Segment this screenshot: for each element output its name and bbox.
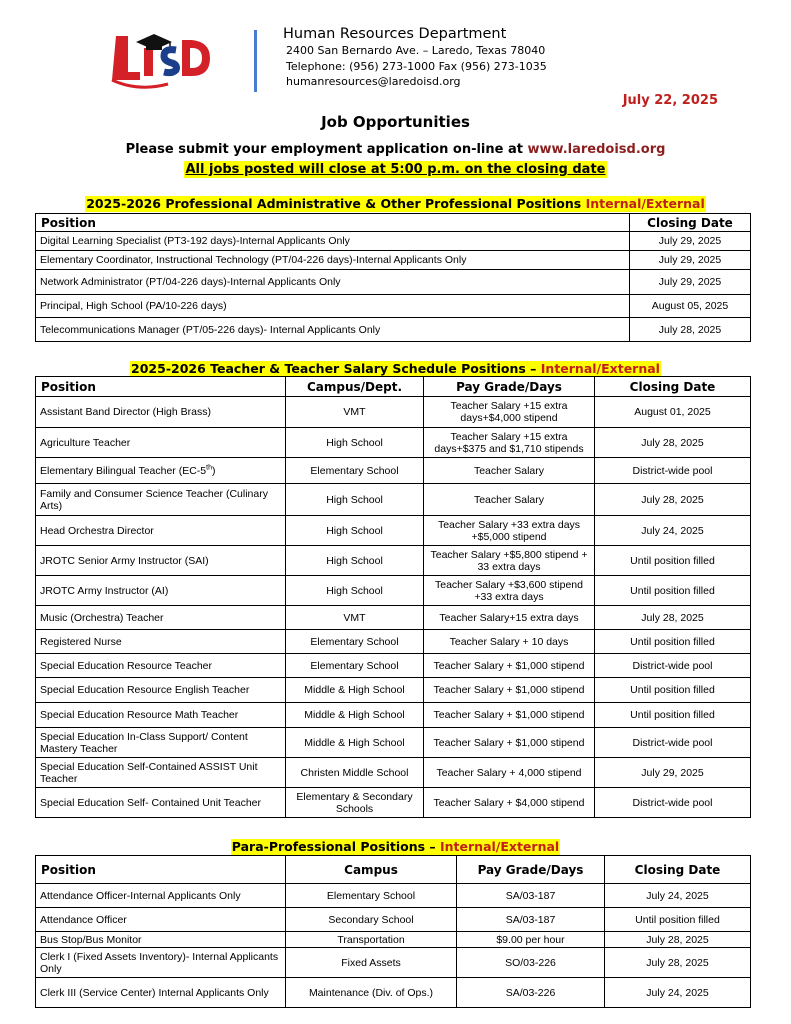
closing-date-cell: Until position filled xyxy=(595,703,751,728)
closing-date-cell: Until position filled xyxy=(595,630,751,654)
campus-cell: Secondary School xyxy=(286,908,457,932)
campus-cell: Christen Middle School xyxy=(286,758,424,788)
campus-cell: Middle & High School xyxy=(286,678,424,703)
table-row xyxy=(36,978,751,1008)
position-cell: Registered Nurse xyxy=(36,630,286,654)
position-cell: Digital Learning Specialist (PT3-192 days)-Internal Applicants Only xyxy=(36,232,630,251)
closing-date-cell: District-wide pool xyxy=(595,788,751,818)
table-row xyxy=(36,546,751,576)
column-header: Position xyxy=(36,856,286,884)
campus-cell: High School xyxy=(286,484,424,516)
section-heading-scope: Internal/External xyxy=(540,361,660,376)
closing-date-cell: July 28, 2025 xyxy=(595,428,751,458)
table-header-row xyxy=(36,214,751,232)
pay-grade-cell: SA/03-226 xyxy=(457,978,605,1008)
table-row xyxy=(36,232,751,251)
closing-date-cell: District-wide pool xyxy=(595,654,751,678)
table-row xyxy=(36,318,751,342)
campus-cell: High School xyxy=(286,428,424,458)
position-cell: Telecommunications Manager (PT/05-226 days)- Internal Applicants Only xyxy=(36,318,630,342)
column-header: Campus/Dept. xyxy=(286,377,424,397)
section-heading-scope: Internal/External xyxy=(585,196,705,211)
position-cell: Network Administrator (PT/04-226 days)-Internal Applicants Only xyxy=(36,270,630,295)
position-cell: Assistant Band Director (High Brass) xyxy=(36,397,286,428)
position-cell: Special Education Self- Contained Unit Teacher xyxy=(36,788,286,818)
position-cell: Family and Consumer Science Teacher (Culinary Arts) xyxy=(36,484,286,516)
campus-cell: Transportation xyxy=(286,932,457,948)
section-heading-scope: Internal/External xyxy=(440,839,560,854)
closing-date-cell: District-wide pool xyxy=(595,458,751,484)
column-header: Position xyxy=(36,377,286,397)
closing-date-cell: Until position filled xyxy=(595,576,751,606)
table-row xyxy=(36,884,751,908)
position-text: Elementary Bilingual Teacher (EC-5 xyxy=(40,464,207,477)
closing-date-cell: July 28, 2025 xyxy=(630,318,751,342)
campus-cell: VMT xyxy=(286,606,424,630)
closing-date-cell: Until position filled xyxy=(595,546,751,576)
email-address[interactable]: humanresources@laredoisd.org xyxy=(286,75,461,88)
submit-instructions xyxy=(0,141,791,159)
section-heading-text: Para-Professional Positions – xyxy=(231,839,440,854)
pay-grade-cell: SA/03-187 xyxy=(457,884,605,908)
position-cell: Elementary Coordinator, Instructional Technology (PT/04-226 days)-Internal Applicants Only xyxy=(36,251,630,270)
column-header: Pay Grade/Days xyxy=(424,377,595,397)
closing-date-cell: July 29, 2025 xyxy=(595,758,751,788)
campus-cell: Middle & High School xyxy=(286,703,424,728)
closing-date-cell: July 24, 2025 xyxy=(595,516,751,546)
table-row xyxy=(36,251,751,270)
pay-grade-cell: Teacher Salary + 10 days xyxy=(424,630,595,654)
table-row xyxy=(36,606,751,630)
position-cell: Music (Orchestra) Teacher xyxy=(36,606,286,630)
position-cell: Special Education Resource Math Teacher xyxy=(36,703,286,728)
pay-grade-cell: Teacher Salary +$5,800 stipend + 33 extra days xyxy=(424,546,595,576)
closing-date-cell: July 28, 2025 xyxy=(595,484,751,516)
position-cell: Attendance Officer-Internal Applicants Only xyxy=(36,884,286,908)
table-row xyxy=(36,654,751,678)
table-row xyxy=(36,948,751,978)
closing-notice-wrap xyxy=(0,160,791,178)
submit-text: Please submit your employment application on-line at xyxy=(125,142,528,157)
closing-date-cell: July 24, 2025 xyxy=(605,884,751,908)
table-row xyxy=(36,428,751,458)
table-row xyxy=(36,678,751,703)
website-link[interactable]: www.laredoisd.org xyxy=(527,142,666,157)
position-cell: Clerk III (Service Center) Internal Applicants Only xyxy=(36,978,286,1008)
table-row xyxy=(36,516,751,546)
table-header-row xyxy=(36,377,751,397)
closing-notice: All jobs posted will close at 5:00 p.m. on the closing date xyxy=(185,162,606,177)
closing-date-cell: July 28, 2025 xyxy=(595,606,751,630)
campus-cell: Maintenance (Div. of Ops.) xyxy=(286,978,457,1008)
table-row xyxy=(36,758,751,788)
table-row xyxy=(36,932,751,948)
table-row xyxy=(36,728,751,758)
ordinal-suffix: th xyxy=(206,464,212,471)
campus-cell: High School xyxy=(286,546,424,576)
section-heading-text: 2025-2026 Professional Administrative & Other Professional Positions xyxy=(86,196,586,211)
closing-date-cell: Until position filled xyxy=(595,678,751,703)
page-title: Job Opportunities xyxy=(321,113,470,131)
pay-grade-cell: Teacher Salary xyxy=(424,458,595,484)
column-header: Closing Date xyxy=(605,856,751,884)
position-cell: Bus Stop/Bus Monitor xyxy=(36,932,286,948)
table-row xyxy=(36,908,751,932)
table-row xyxy=(36,703,751,728)
closing-paren: ) xyxy=(211,464,216,477)
column-header: Pay Grade/Days xyxy=(457,856,605,884)
position-cell: JROTC Senior Army Instructor (SAI) xyxy=(36,546,286,576)
pay-grade-cell: Teacher Salary + $4,000 stipend xyxy=(424,788,595,818)
column-header: Position xyxy=(36,214,630,232)
position-cell: Agriculture Teacher xyxy=(36,428,286,458)
pay-grade-cell: Teacher Salary +$3,600 stipend +33 extra days xyxy=(424,576,595,606)
campus-cell: High School xyxy=(286,576,424,606)
position-cell xyxy=(36,458,286,484)
closing-date-cell: July 29, 2025 xyxy=(630,232,751,251)
column-header: Closing Date xyxy=(595,377,751,397)
closing-date-cell: July 28, 2025 xyxy=(605,932,751,948)
pay-grade-cell: SA/03-187 xyxy=(457,908,605,932)
table-row xyxy=(36,576,751,606)
contact-block xyxy=(283,25,547,90)
posting-date: July 22, 2025 xyxy=(622,93,718,108)
section-professional-heading xyxy=(85,196,706,212)
table-row xyxy=(36,458,751,484)
position-cell: Special Education Self-Contained ASSIST Unit Teacher xyxy=(36,758,286,788)
lisd-logo-graphic xyxy=(108,28,214,92)
column-header: Closing Date xyxy=(630,214,751,232)
table-row xyxy=(36,788,751,818)
position-cell: JROTC Army Instructor (AI) xyxy=(36,576,286,606)
position-cell: Special Education In-Class Support/ Content Mastery Teacher xyxy=(36,728,286,758)
position-cell: Principal, High School (PA/10-226 days) xyxy=(36,295,630,318)
pay-grade-cell: SO/03-226 xyxy=(457,948,605,978)
pay-grade-cell: Teacher Salary + 4,000 stipend xyxy=(424,758,595,788)
pay-grade-cell: Teacher Salary+15 extra days xyxy=(424,606,595,630)
phone-fax: Telephone: (956) 273-1000 Fax (956) 273-1035 xyxy=(286,59,547,73)
department-name: Human Resources Department xyxy=(283,26,507,42)
table-row xyxy=(36,484,751,516)
campus-cell: VMT xyxy=(286,397,424,428)
campus-cell: High School xyxy=(286,516,424,546)
position-cell: Attendance Officer xyxy=(36,908,286,932)
para-professional-table xyxy=(35,855,751,1008)
campus-cell: Elementary School xyxy=(286,884,457,908)
closing-date-cell: July 29, 2025 xyxy=(630,270,751,295)
closing-date-cell: July 28, 2025 xyxy=(605,948,751,978)
campus-cell: Elementary & Secondary Schools xyxy=(286,788,424,818)
closing-date-cell: August 05, 2025 xyxy=(630,295,751,318)
pay-grade-cell: Teacher Salary +15 extra days+$375 and $1,710 stipends xyxy=(424,428,595,458)
table-row xyxy=(36,295,751,318)
closing-date-cell: Until position filled xyxy=(605,908,751,932)
pay-grade-cell: Teacher Salary + $1,000 stipend xyxy=(424,678,595,703)
pay-grade-cell: Teacher Salary + $1,000 stipend xyxy=(424,728,595,758)
closing-date-cell: July 24, 2025 xyxy=(605,978,751,1008)
pay-grade-cell: Teacher Salary xyxy=(424,484,595,516)
section-professional-heading-wrap xyxy=(0,195,791,213)
position-cell: Special Education Resource Teacher xyxy=(36,654,286,678)
closing-date-cell: July 29, 2025 xyxy=(630,251,751,270)
pay-grade-cell: Teacher Salary + $1,000 stipend xyxy=(424,703,595,728)
table-row xyxy=(36,397,751,428)
table-row xyxy=(36,630,751,654)
pay-grade-cell: $9.00 per hour xyxy=(457,932,605,948)
pay-grade-cell: Teacher Salary +33 extra days +$5,000 stipend xyxy=(424,516,595,546)
campus-cell: Elementary School xyxy=(286,654,424,678)
section-heading-text: 2025-2026 Teacher & Teacher Salary Schedule Positions – xyxy=(131,361,541,376)
position-cell: Clerk I (Fixed Assets Inventory)- Internal Applicants Only xyxy=(36,948,286,978)
lisd-logo xyxy=(108,28,214,92)
table-header-row xyxy=(36,856,751,884)
column-header: Campus xyxy=(286,856,457,884)
pay-grade-cell: Teacher Salary + $1,000 stipend xyxy=(424,654,595,678)
campus-cell: Fixed Assets xyxy=(286,948,457,978)
closing-date-cell: August 01, 2025 xyxy=(595,397,751,428)
section-para-heading xyxy=(231,839,560,855)
professional-positions-table xyxy=(35,213,751,342)
header-divider xyxy=(254,30,257,92)
teacher-positions-table xyxy=(35,376,751,818)
section-teacher-heading xyxy=(130,361,661,377)
campus-cell: Middle & High School xyxy=(286,728,424,758)
campus-cell: Elementary School xyxy=(286,630,424,654)
campus-cell: Elementary School xyxy=(286,458,424,484)
position-cell: Head Orchestra Director xyxy=(36,516,286,546)
position-cell: Special Education Resource English Teacher xyxy=(36,678,286,703)
closing-date-cell: District-wide pool xyxy=(595,728,751,758)
pay-grade-cell: Teacher Salary +15 extra days+$4,000 stipend xyxy=(424,397,595,428)
table-row xyxy=(36,270,751,295)
address: 2400 San Bernardo Ave. – Laredo, Texas 78040 xyxy=(286,44,546,57)
section-para-heading-wrap xyxy=(0,838,791,856)
